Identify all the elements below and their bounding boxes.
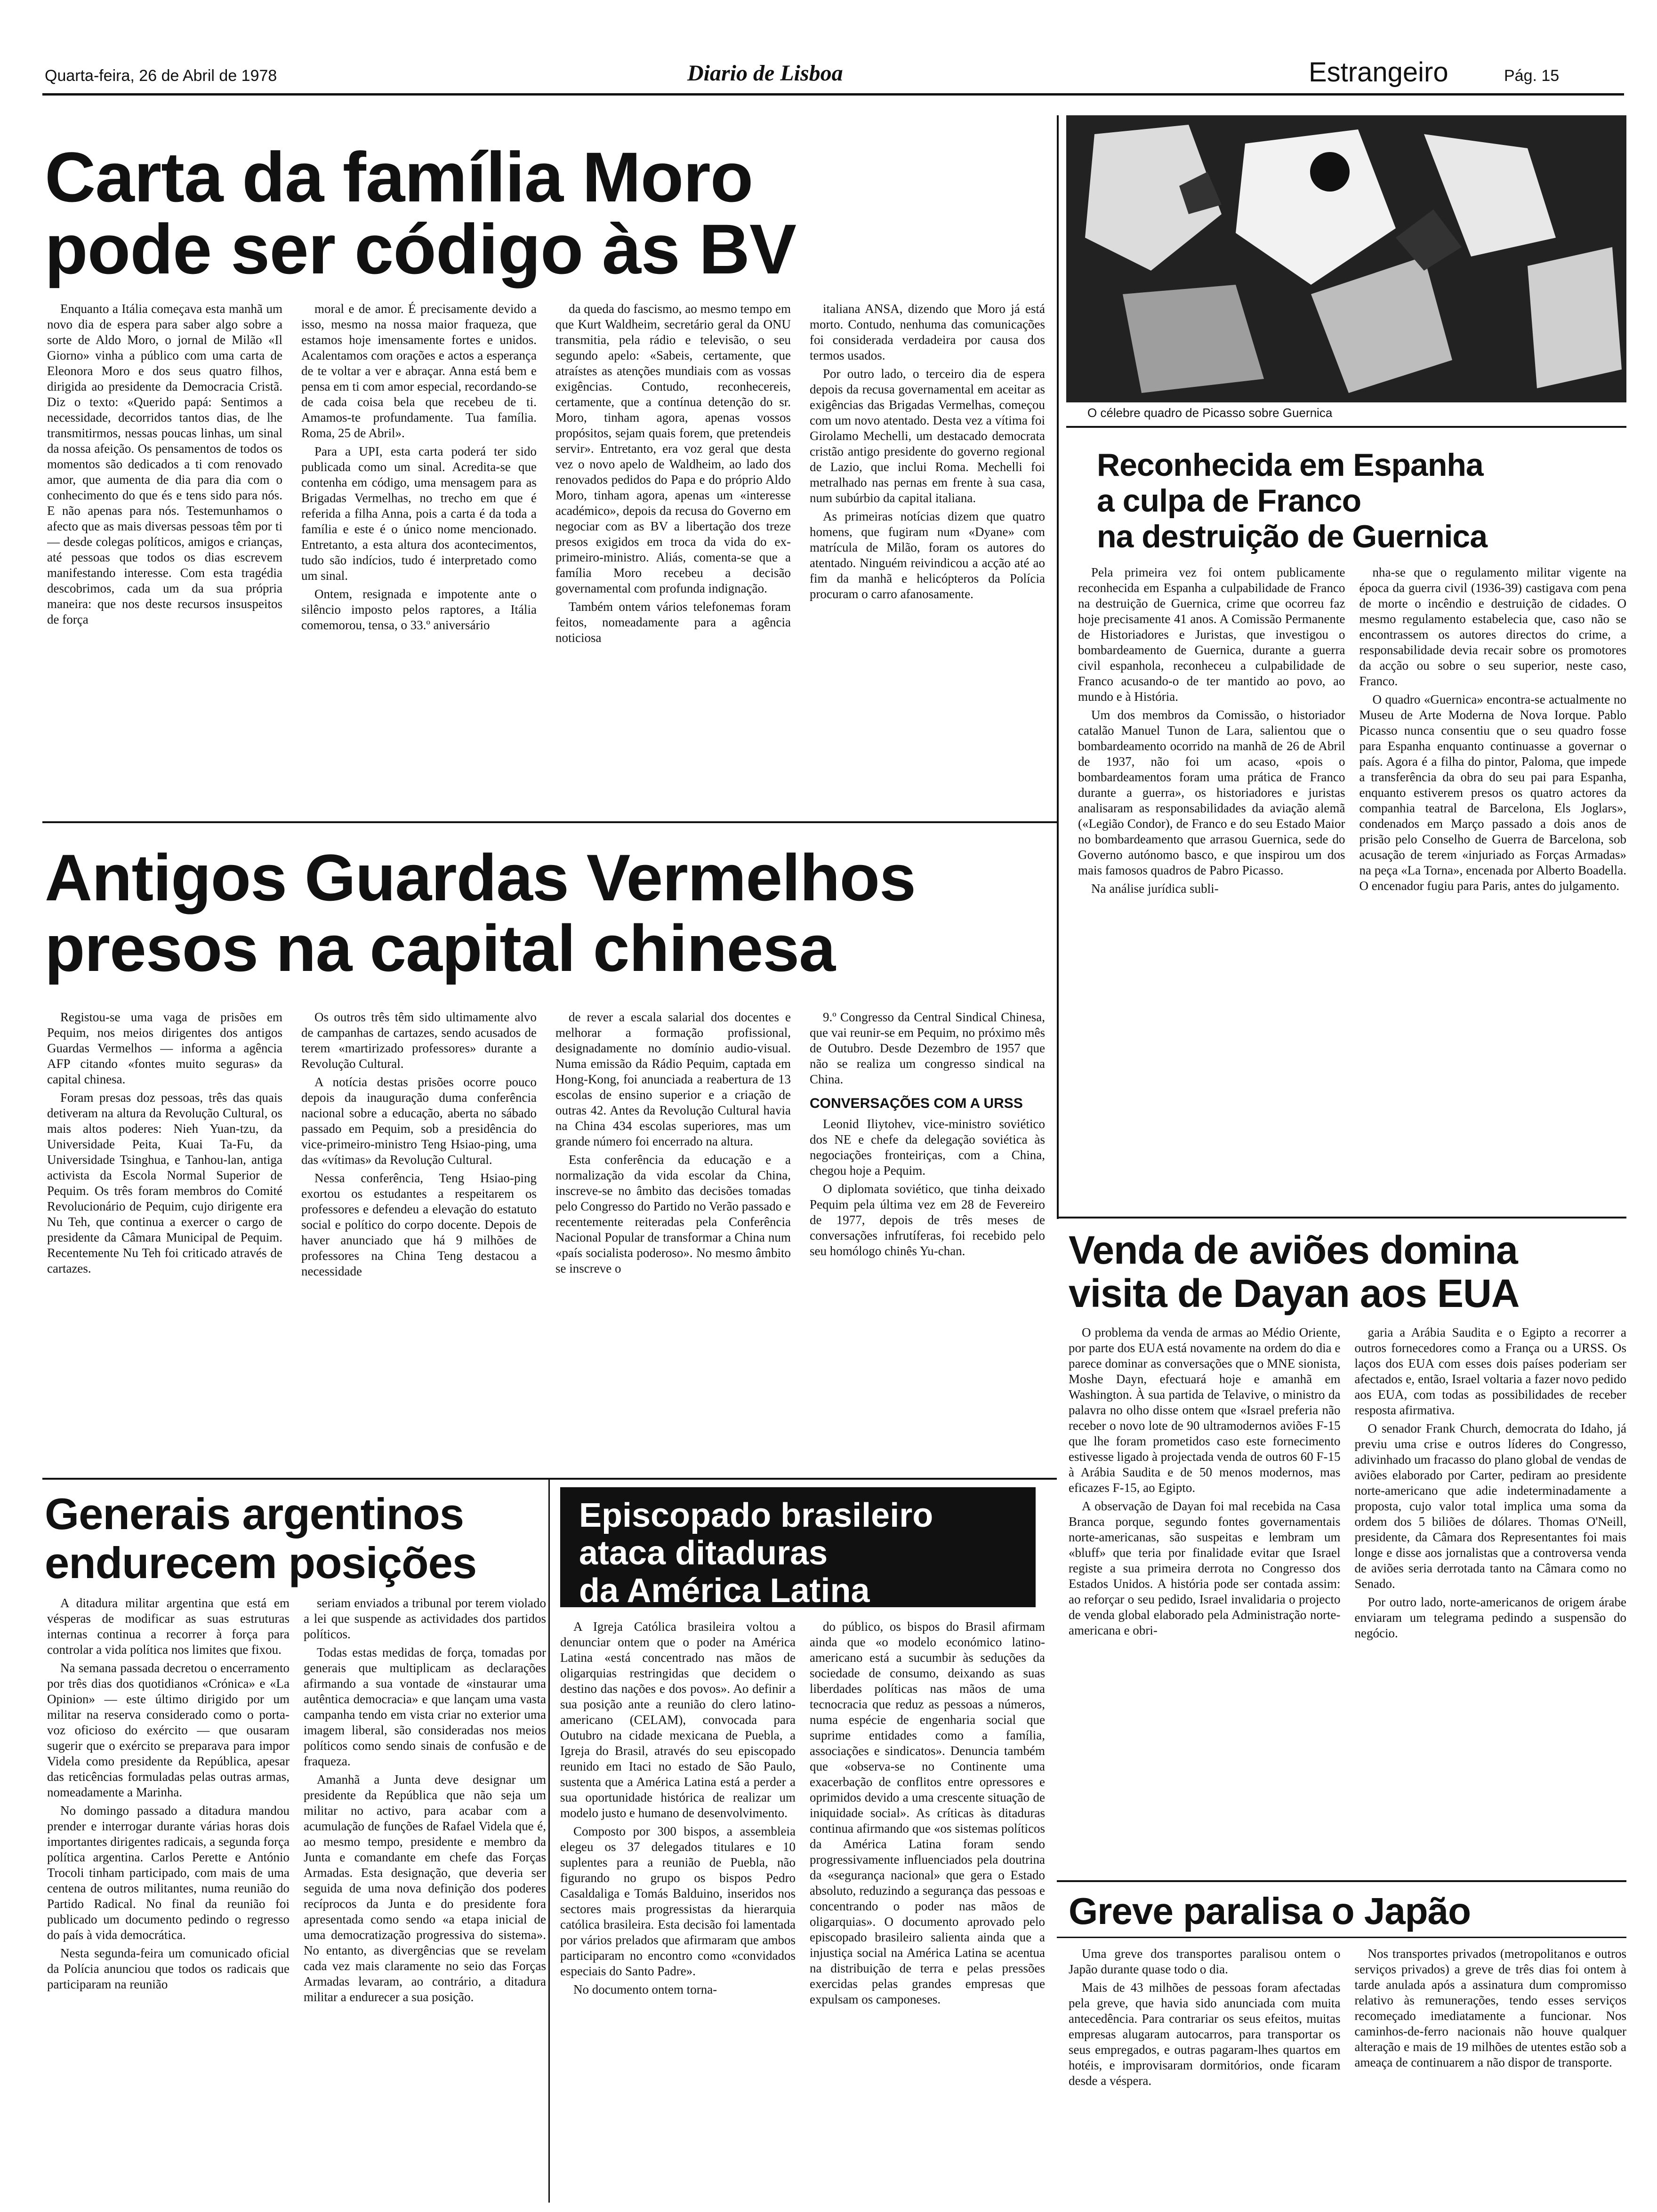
episcopado-divider xyxy=(548,1478,550,2203)
section-label: Estrangeiro xyxy=(1309,57,1448,88)
guernica-headline xyxy=(1097,447,1615,554)
dayan-headline xyxy=(1069,1228,1624,1315)
greve-title-rule xyxy=(1057,1937,1626,1938)
issue-date: Quarta-feira, 26 de Abril de 1978 xyxy=(45,67,277,85)
guardas-body xyxy=(47,1010,1045,1480)
guernica-headline-line1: Reconhecida em Espanha xyxy=(1097,447,1483,483)
guardas-headline-line1: Antigos Guardas Vermelhos xyxy=(45,841,916,914)
episcopado-headline-line2: ataca ditaduras xyxy=(579,1534,828,1572)
guardas-col-4-p2: Leonid Iliytohev, vice-ministro soviético dos NE e chefe da delegação soviética às negociações fronteiriças, com a China, chegou hoje a Pequim. O diplomata soviético, que tinha deixado Pequim pela última vez em 28 de Fevereiro de 1977, depois de três meses de conversações infrutíferas, foi recebido pelo seu homólogo chinês Yu-chan. xyxy=(810,1117,1045,1258)
greve-body xyxy=(1069,1946,1626,2200)
moro-col-3: da queda do fascismo, ao mesmo tempo em que Kurt Waldheim, secretário geral da ONU transmitia, pela rádio e televisão, o seu segundo apelo: «Sabeis, certamente, que atraístes as atenções mundiais com as vossas exigências. Contudo, reconhecereis, certamente, que a contínua detenção do sr. Moro, tinham agora, apenas vossos propósitos, sejam quais forem, que pretendeis servir». Entretanto, era voz geral que desta vez o novo apelo de Waldheim, ao lado dos renovados pedidos do Papa e do próprio Aldo Moro, tinham agora, apenas um «interesse académico», depois da recusa do Governo em negociar com as BV a libertação dos treze presos exigidos em troca da vida do ex-primeiro-ministro. Aliás, comenta-se que a família Moro recebeu a decisão governamental com profunda indignação. Também ontem vários telefonemas foram feitos, nomeadamente para a agência noticiosa xyxy=(555,302,791,645)
generais-col-2: seriam enviados a tribunal por terem violado a lei que suspende as actividades dos partidos políticos. Todas estas medidas de força, tomadas por generais que multiplicam as declarações afirmando a sua vontade de «instaurar uma autêntica democracia» e que lançam uma vasta campanha tendo em vista criar no exterior uma imagem liberal, são consideradas nos meios políticos como sendo sinais de confusão e de fraqueza. Amanhã a Junta deve designar um presidente da República que não seja um militar no activo, para acabar com a acumulação de funções de Rafael Videla que é, ao mesmo tempo, presidente e membro da Junta e comandante em chefe das Forças Armadas. Esta designação, que deveria ser seguida de uma nova definição dos poderes recíprocos da Junta e do presidente fora apresentada como sendo «a etapa inicial de uma democratização progressiva do sistema». No entanto, as divergências que se revelam cada vez mais claramente no seio das Forças Armadas levaram, ao contrário, a ditadura militar a endurecer a sua posição. xyxy=(304,1596,546,2004)
guardas-col-3: de rever a escala salarial dos docentes e melhorar a formação profissional, designadamente no domínio audio-visual. Numa emissão da Rádio Pequim, captada em Hong-Kong, foi anunciada a reabertura de 13 escolas de ensino superior e a criação de outras 42. Antes da Revolução Cultural havia na China 434 escolas superiores, mas um grande número foi encerrado na altura. Esta conferência da educação e a normalização da vida escolar da China, inscreve-se no âmbito das decisões tomadas pelo Congresso do Partido no Verão passado e recentemente reiteradas pela Conferência Nacional Popular de transformar a China num «país socialista poderoso». No mesmo âmbito se inscreve o xyxy=(555,1010,791,1275)
dayan-col-2: garia a Arábia Saudita e o Egipto a recorrer a outros fornecedores como a França ou a URSS. Os laços dos EUA com esses dois países poderiam ser afectados e, então, Israel voltaria a fazer novo pedido aos EUA, com todas as possibilidades de receber resposta afirmativa. O senador Frank Church, democrata do Idaho, já previu uma crise e outros líderes do Congresso, adivinhado um fracasso do plano global de vendas de aviões elaborado por Carter, pediram ao presidente norte-americano que adie indeterminadamente a proposta, cujo valor total implica uma soma da ordem dos 5 biliões de dólares. Thomas O'Neill, presidente, da Câmara dos Representantes foi mais longe e disse aos jornalistas que a controversa venda de aviões seria derrotada tanto na Câmara como no Senado. Por outro lado, norte-americanos de origem árabe enviaram um telegrama pedindo a suspensão do negócio. xyxy=(1354,1325,1626,1640)
dayan-body xyxy=(1069,1325,1626,1871)
greve-top-rule xyxy=(1057,1880,1626,1882)
guardas-subheading: CONVERSAÇÕES COM A URSS xyxy=(810,1096,1023,1111)
greve-col-1: Uma greve dos transportes paralisou ontem o Japão durante quase todo o dia. Mais de 43 milhões de pessoas foram afectadas pela greve, que havia sido anunciada com muita antecedência. Para contrariar os seus efeitos, muitas empresas alugaram autocarros, para transportar os seus empregados, e outras pagaram-lhes quartos em hotéis, e improvisaram dormitórios, onde ficaram desde a véspera. xyxy=(1069,1947,1341,2088)
generais-headline-line1: Generais argentinos xyxy=(45,1489,464,1539)
guardas-headline xyxy=(45,842,1057,984)
greve-headline: Greve paralisa o Japão xyxy=(1069,1890,1471,1932)
guernica-col-2: nha-se que o regulamento militar vigente na época da guerra civil (1936-39) castigava com pena de morte o incêndio e destruição de cidades. O mesmo regulamento estabelecia que, caso não se encontrassem os autores directos do crime, a responsabilidade devia recair sobre os promotores da acção ou sobre o seu superior, neste caso, Franco. O quadro «Guernica» encontra-se actualmente no Museu de Arte Moderna de Nova Iorque. Pablo Picasso nunca consentiu que o seu quadro fosse para Espanha enquanto continuasse a governar o país. Agora é a filha do pintor, Paloma, que impede a transferência da obra do seu pai para Espanha, enquanto estiverem presos os quatro actores da companhia teatral de Barcelona, Els Joglars», condenados em Março passado a dois anos de prisão pelo Conselho de Guerra de Barcelona, sob acusação de terem «injuriado as Forças Armadas» na peça «La Torna», encenada por Alberto Boadella. O encenador fugiu para Paris, antes do julgamento. xyxy=(1359,565,1626,893)
guardas-col-4-p1: 9.º Congresso da Central Sindical Chinesa, que vai reunir-se em Pequim, no próximo mês de Outubro. Desde Dezembro de 1957 que não se realiza um congresso sindical na China. xyxy=(810,1010,1045,1086)
dayan-headline-line1: Venda de aviões domina xyxy=(1069,1228,1518,1272)
page-number: Pág. 15 xyxy=(1504,67,1560,85)
guardas-headline-line2: presos na capital chinesa xyxy=(45,911,836,985)
dayan-col-1: O problema da venda de armas ao Médio Oriente, por parte dos EUA está novamente na ordem do dia e parece dominar as conversações que o MNE sionista, Moshe Dayn, efectuará hoje e amanhã em Washington. À sua partida de Telavive, o ministro da palavra no olho disse ontem que «Israel preferia não receber o novo lote de 90 ultramodernos aviões F-15 que lhe foram prometidos caso este fornecimento estivesse ligado à projectada venda de outros 60 F-15 à Arábia Saudita e de 50 menos modernos, mas eficazes F-15, ao Egipto. A observação de Dayan foi mal recebida na Casa Branca porque, segundo fontes governamentais norte-americanas, são suspeitas e lembram um «bluff» que teria por finalidade evitar que Israel registe a sua primeira derrota no Congresso dos Estados Unidos. A história pode ser contada assim: ao reforçar o seu pedido, Israel invalidaria o projecto de venda global elaborado pela Administração norte-americana e obri- xyxy=(1069,1325,1341,1637)
greve-col-2: Nos transportes privados (metropolitanos e outros serviços privados) a greve de três dias foi ontem à tarde anulada após a assinatura dum compromisso relativo às remunerações, tendo esses serviços recomeçado imediatamente a funcionar. Nos caminhos-de-ferro nacionais não houve qualquer alteração e mais de 19 milhões de utentes estão sob a ameaça de continuarem a não dispor de transporte. xyxy=(1354,1947,1626,2069)
dayan-top-rule xyxy=(1057,1217,1626,1218)
guardas-col-4 xyxy=(810,1010,1045,1480)
moro-col-4: italiana ANSA, dizendo que Moro já está morto. Contudo, nenhuma das comunicações foi considerada verdadeira por causa dos termos usados. Por outro lado, o terceiro dia de espera depois da recusa governamental em aceitar as exigências das Brigadas Vermelhas, começou com um novo atentado. Desta vez a vítima foi Girolamo Mechelli, um destacado democrata cristão antigo presidente do governo regional de Lazio, que inclui Roma. Mechelli foi metralhado nas pernas em frente à sua casa, num subúrbio da capital italiana. As primeiras notícias dizem que quatro homens, que fugiram num «Dyane» com matrícula de Milão, foram os autores do atentado. Ninguém reivindicou a acção até ao fim da manhã e helicópteros da Polícia procuram o carro afanosamente. xyxy=(810,302,1045,601)
episcopado-headline-line1: Episcopado brasileiro xyxy=(579,1497,933,1534)
guernica-body xyxy=(1078,565,1626,1195)
generais-headline-line2: endurecem posições xyxy=(45,1538,477,1587)
caption-rule xyxy=(1066,426,1626,428)
guernica-caption: O célebre quadro de Picasso sobre Guernica xyxy=(1087,406,1333,420)
guernica-headline-line3: na destruição de Guernica xyxy=(1097,519,1488,554)
guardas-col-2: Os outros três têm sido ultimamente alvo de campanhas de cartazes, sendo acusados de terem «martirizado professores» durante a Revolução Cultural. A notícia destas prisões ocorre pouco depois da inauguração duma conferência nacional sobre a educação, aberta no sábado passado em Pequim, sob a presidência do vice-primeiro-ministro Teng Hsiao-ping, uma das «vítimas» da Revolução Cultural. Nessa conferência, Teng Hsiao-ping exortou os estudantes a respeitarem os professores e defendeu a elevação do estatuto social e político do corpo docente. Depois de haver anunciado que há 9 milhões de professores na China Teng destacou a necessidade xyxy=(301,1010,537,1278)
moro-col-1: Enquanto a Itália começava esta manhã um novo dia de espera para saber algo sobre a sorte de Aldo Moro, o jornal de Milão «Il Giorno» vinha a público com uma carta de Eleonora Moro e dos seus quatro filhos, dirigida ao presidente da Democracia Cristã. Diz o texto: «Querido papá: Sentimos a necessidade, decorridos tantos dias, de lhe transmitirmos, nessas poucas linhas, um sinal da nossa afeição. Os pensamentos de todos os momentos são dedicados a ti com renovado amor, que aumenta de dia para dia com o conhecimento do que és e tens sido para nós. E não apenas para nós. Testemunhamos o afecto que as mais diversas pessoas têm por ti — desde colegas políticos, amigos e crianças, até pessoas que todos os dias escrevem manifestando interesse. Com esta tragédia descobrimos, cada um da sua própria maneira: que nos deste recursos insuspeitos de força xyxy=(47,302,282,626)
moro-headline-line1: Carta da família Moro xyxy=(45,137,753,216)
episcopado-col-2: do público, os bispos do Brasil afirmam ainda que «o modelo económico latino-americano está a sucumbir às seduções da sociedade de consumo, deixando as suas liberdades políticas nas mãos de uma tecnocracia que reduz as pessoas a números, numa espécie de engenharia social que suprime entidades como a família, associações e sindicatos». Denuncia também que «observa-se no Continente uma exacerbação de conflitos entre opressores e oprimidos devido a uma crescente situação de iniquidade social». As críticas às ditaduras continua afirmando que «os sistemas políticos da América Latina foram sendo progressivamente influenciados pela doutrina da «segurança nacional» que gera o Estado absoluto, reduzindo a segurança das pessoas e concentrando o poder nas mãos de oligarquias». O documento aprovado pelo episcopado brasileiro salienta ainda que a injustiça social na América Latina se acentua na distribuição de terra e pelas pressões exercidas pelas grandes empresas que expulsam os camponeses. xyxy=(810,1619,1045,2006)
guernica-painting-art xyxy=(1066,115,1626,402)
moro-bottom-rule xyxy=(42,821,1057,823)
episcopado-col-1: A Igreja Católica brasileira voltou a denunciar ontem que o poder na América Latina «está concentrado nas mãos de oligarquias restringidas que decidem o destino das nações e dos povos». Ao definir a sua posição ante a reunião do clero latino-americano (CELAM), convocada para Outubro na cidade mexicana de Puebla, a Igreja do Brasil, através do seu episcopado reunido em Itaci no estado de São Paulo, sustenta que a América Latina está a perder a sua oportunidade histórica de realizar um modelo justo e humano de desenvolvimento. Composto por 300 bispos, a assembleia elegeu os 37 delegados titulares e 10 suplentes para a reunião de Puebla, não figurando no grupo os bispos Pedro Casaldaliga e Tomás Balduino, inseridos nos sectores mais progressistas da hierarquia católica brasileira. Esta decisão foi lamentada por vários prelados que afirmaram que ambos participaram no encontro como «convidados especiais do Santo Padre». No documento ontem torna- xyxy=(560,1619,796,1996)
moro-headline-line2: pode ser código às BV xyxy=(45,209,796,289)
header-rule xyxy=(42,93,1624,96)
generais-headline xyxy=(45,1490,539,1587)
masthead: Diario de Lisboa xyxy=(687,61,843,86)
episcopado-headline xyxy=(560,1487,1036,1619)
guernica-col-1: Pela primeira vez foi ontem publicamente reconhecida em Espanha a culpabilidade de Franco na destruição de Guernica, crime que ocorreu faz hoje precisamente 41 anos. A Comissão Permanente de Historiadores e Juristas, que investigou o bombardeamento de Guernica, durante a guerra civil espanhola, reconheceu a culpabilidade de Franco acusando-o de ter mantido ao povo, ao mundo e à História. Um dos membros da Comissão, o historiador catalão Manuel Tunon de Lara, salientou que o bombardeamento ocorrido na manhã de 26 de Abril de 1937, não foi um acaso, «pois o bombardeamentos foram uma prática de Franco durante a guerra», os historiadores e juristas analisaram as responsabilidades da aviação alemã («Legião Condor), de Franco e do seu Estado Maior no bombardeamento que arrasou Guernica, sede do Governo autónomo basco, e que inspirou um dos mais famosos quadros de Pabro Picasso. Na análise jurídica subli- xyxy=(1078,565,1345,896)
moro-body xyxy=(47,301,1045,814)
right-column-rule xyxy=(1057,115,1059,1219)
moro-col-2: moral e de amor. É precisamente devido a isso, mesmo na nossa maior fraqueza, que estamos hoje imensamente fortes e unidos. Acalentamos com orações e actos a esperança de te voltar a ver e abraçar. Anna está bem e pensa em ti com amor especial, recordando-se de cada coisa bela que recebeu de ti. Amamos-te profundamente. Tua família. Roma, 25 de Abril». Para a UPI, esta carta poderá ter sido publicada como um sinal. Acredita-se que contenha em código, uma mensagem para as Brigadas Vermelhas, no trecho em que é referida a filha Anna, pois a carta é da toda a família e este é o único nome mencionado. Entretanto, a esta altura dos acontecimentos, tudo são indícios, tudo é interpretado como um sinal. Ontem, resignada e impotente ante o silêncio imposto pelos raptores, a Itália comemorou, tensa, o 33.º aniversário xyxy=(301,302,537,632)
episcopado-headline-box xyxy=(560,1487,1036,1610)
guernica-headline-line2: a culpa de Franco xyxy=(1097,483,1361,519)
dayan-headline-line2: visita de Dayan aos EUA xyxy=(1069,1271,1520,1315)
generais-col-1: A ditadura militar argentina que está em vésperas de modificar as suas estruturas internas continua a recorrer à força para controlar a vida política nos limites que fixou. Na semana passada decretou o encerramento por três dias dos quotidianos «Crónica» e «La Opinion» — este último dirigido por um militar na reserva considerado como o porta-voz oficioso do exército — que ousaram sugerir que o exército se preparava para impor Videla como presidente da República, apesar das reticências formuladas pelas outras armas, nomeadamente a Marinha. No domingo passado a ditadura mandou prender e interrogar durante várias horas dois importantes dirigentes radicais, a segunda força política argentina. Carlos Perette e António Trocoli tinham participado, com mais de uma centena de outros militantes, numa reunião do Partido Radical. No final da reunião foi publicado um documento pedindo o regresso do país à vida democrática. Nesta segunda-feira um comunicado oficial da Polícia anunciou que todos os radicais que participaram na reunião xyxy=(47,1596,290,1991)
episcopado-headline-line3: da América Latina xyxy=(579,1572,870,1610)
episcopado-body xyxy=(560,1619,1045,2203)
moro-headline xyxy=(45,137,1033,289)
guardas-col-1: Registou-se uma vaga de prisões em Pequim, nos meios dirigentes dos antigos Guardas Vermelhos — informa a agência AFP citando «fontes muito seguras» da capital chinesa. Foram presas doz pessoas, três das quais detiveram na altura da Revolução Cultural, os mais altos poderes: Nieh Yuan-tzu, da Universidade Peita, Kuai Ta-Fu, da Universidade Tsinghua, e Tanhou-lan, antiga activista da Escola Normal Superior de Pequim. Os três foram membros do Comité Revolucionário de Pequim, cujo dirigente era Nu Teh, que continua a exercer o cargo de presidente da Câmara Municipal de Pequim. Recentemente Nu Teh foi criticado através de cartazes. xyxy=(47,1010,282,1275)
guernica-painting xyxy=(1066,115,1626,402)
generais-body xyxy=(47,1595,546,2203)
